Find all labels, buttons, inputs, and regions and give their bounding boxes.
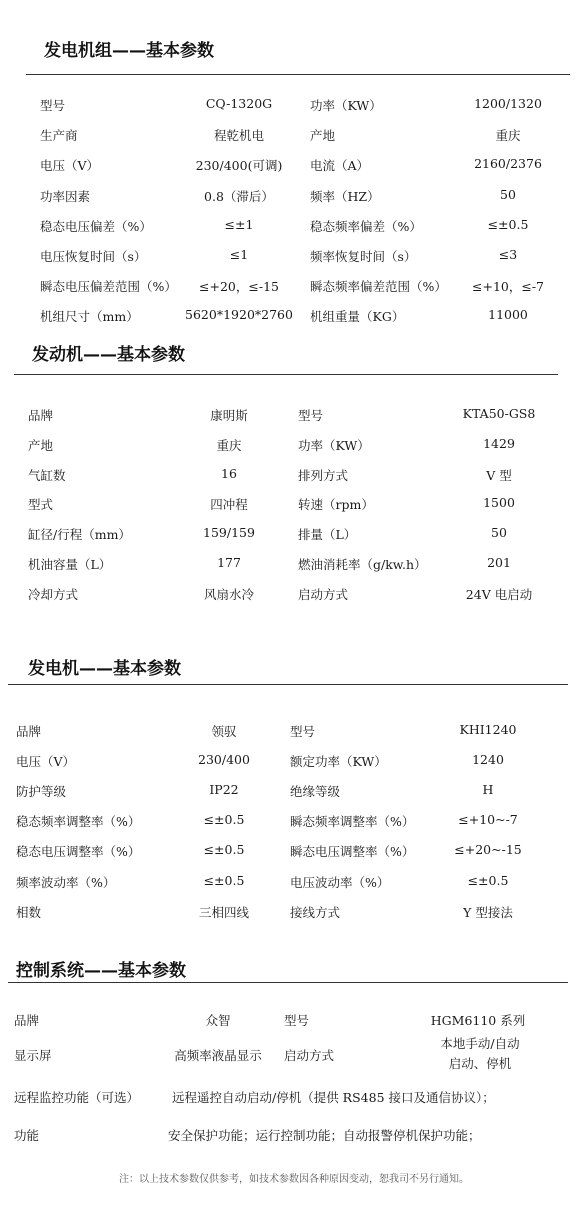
param-label: 转速（rpm） <box>298 497 374 513</box>
param-value: 2160/2376 <box>474 156 542 172</box>
param-value: KTA50-GS8 <box>462 406 536 421</box>
param-value: 领驭 <box>211 724 237 739</box>
param-value: ≤±0.5 <box>487 216 529 232</box>
engine-title: 发动机——基本参数 <box>32 345 185 365</box>
param-label: 稳态电压调整率（%） <box>16 844 141 860</box>
param-label: 电压（V） <box>40 158 100 174</box>
param-value: 风扇水冷 <box>203 586 255 602</box>
alternator-title: 发电机——基本参数 <box>28 659 181 679</box>
param-label: 稳态频率偏差（%） <box>310 218 422 234</box>
param-label: 绝缘等级 <box>290 784 341 800</box>
control-start-value <box>440 1034 519 1074</box>
control-brand-value: 众智 <box>205 1013 231 1028</box>
param-label: 瞬态电压偏差范围（%） <box>40 279 177 295</box>
param-label: 防护等级 <box>16 784 67 800</box>
param-label: 启动方式 <box>298 586 349 602</box>
control-model-label: 型号 <box>284 1013 310 1028</box>
param-value: ≤±0.5 <box>203 872 245 888</box>
param-label: 品牌 <box>16 724 42 739</box>
param-value: 201 <box>487 555 511 570</box>
param-value: 50 <box>500 186 516 202</box>
control-model-value: HGM6110 系列 <box>430 1013 526 1028</box>
param-value: 159/159 <box>203 525 255 541</box>
param-label: 型号 <box>298 408 324 423</box>
param-label: 接线方式 <box>290 904 341 920</box>
param-value: 0.8（滞后） <box>204 188 274 204</box>
param-value: 5620*1920*2760 <box>185 307 293 323</box>
param-label: 机油容量（L） <box>28 557 112 572</box>
control-remote-value: 远程遥控自动启动/停机（提供 RS485 接口及通信协议）； <box>172 1090 495 1105</box>
control-brand-label: 品牌 <box>14 1013 40 1028</box>
param-value: CQ-1320G <box>205 96 273 111</box>
param-value: ≤±0.5 <box>467 872 509 888</box>
param-label: 产地 <box>28 437 54 453</box>
param-label: 电流（A） <box>310 158 370 174</box>
footnote: 注：以上技术参数仅供参考，如技术参数因各种原因变动，恕我司不另行通知。 <box>119 1174 469 1185</box>
param-label: 产地 <box>310 128 336 144</box>
param-label: 电压恢复时间（s） <box>40 249 147 264</box>
param-value: ≤+10~-7 <box>458 812 518 828</box>
param-label: 稳态频率调整率（%） <box>16 814 141 830</box>
param-value: ≤±0.5 <box>203 842 245 858</box>
param-label: 瞬态频率调整率（%） <box>290 814 415 830</box>
control-function-label: 功能 <box>14 1128 40 1143</box>
param-value: V 型 <box>486 467 512 483</box>
param-value: IP22 <box>209 782 239 798</box>
param-value: 1500 <box>483 495 515 511</box>
param-value: ≤±0.5 <box>203 812 245 828</box>
param-value: ≤±1 <box>224 216 254 232</box>
control-display-label: 显示屏 <box>14 1048 52 1063</box>
param-value: ≤+20~-15 <box>454 842 522 858</box>
param-value: 重庆 <box>216 437 242 453</box>
param-label: 频率恢复时间（s） <box>310 249 417 264</box>
param-label: 功率（KW） <box>310 98 382 113</box>
param-value: 三相四线 <box>198 904 250 920</box>
param-value: 177 <box>217 555 241 570</box>
param-value: ≤+20，≤-15 <box>199 279 279 295</box>
genset-divider <box>26 74 570 75</box>
param-value: 230/400 <box>198 752 250 768</box>
param-label: 机组重量（KG） <box>310 309 405 325</box>
engine-divider <box>14 374 558 375</box>
param-value: 11000 <box>488 307 528 323</box>
control-title: 控制系统——基本参数 <box>16 961 186 981</box>
param-value: 重庆 <box>495 128 521 144</box>
param-value: ≤3 <box>498 247 518 262</box>
control-remote-label: 远程监控功能（可选） <box>14 1090 140 1105</box>
param-value: 230/400(可调) <box>195 158 283 174</box>
control-start-value-line1: 本地手动/自动 <box>440 1036 520 1051</box>
param-value: 康明斯 <box>210 408 248 423</box>
param-value: Y 型接法 <box>463 904 513 920</box>
param-label: 排量（L） <box>298 527 357 543</box>
param-label: 相数 <box>16 904 42 920</box>
param-value: ≤1 <box>229 247 249 262</box>
param-value: KHI1240 <box>459 722 517 737</box>
param-label: 电压（V） <box>16 754 76 770</box>
param-value: 50 <box>491 525 507 541</box>
control-divider <box>8 982 568 983</box>
param-label: 机组尺寸（mm） <box>40 309 139 325</box>
param-value: 1240 <box>472 752 504 768</box>
param-label: 稳态电压偏差（%） <box>40 218 152 234</box>
param-label: 型式 <box>28 497 54 513</box>
genset-title: 发电机组——基本参数 <box>44 41 214 61</box>
param-label: 排列方式 <box>298 467 349 483</box>
param-value: 16 <box>221 465 237 481</box>
param-label: 功率（KW） <box>298 437 370 453</box>
control-start-value-line2: 启动、停机 <box>448 1056 512 1071</box>
param-label: 瞬态电压调整率（%） <box>290 844 415 860</box>
param-label: 生产商 <box>40 128 78 144</box>
param-label: 功率因素 <box>40 188 91 204</box>
param-label: 额定功率（KW） <box>290 754 387 770</box>
param-label: 型号 <box>290 724 316 739</box>
alternator-divider <box>8 684 568 685</box>
param-value: 1200/1320 <box>474 96 542 111</box>
param-label: 气缸数 <box>28 467 66 483</box>
param-label: 型号 <box>40 98 66 113</box>
param-value: 四冲程 <box>210 497 248 513</box>
param-label: 电压波动率（%） <box>290 874 390 890</box>
param-label: 缸径/行程（mm） <box>28 527 131 543</box>
param-value: 1429 <box>483 435 515 451</box>
param-value: 程乾机电 <box>213 128 265 144</box>
param-label: 冷却方式 <box>28 586 79 602</box>
param-value: ≤+10，≤-7 <box>471 279 545 295</box>
param-label: 品牌 <box>28 408 54 423</box>
param-value: H <box>482 782 494 798</box>
param-label: 频率波动率（%） <box>16 874 116 890</box>
param-label: 频率（HZ） <box>310 188 380 204</box>
param-label: 燃油消耗率（g/kw.h） <box>298 557 427 572</box>
control-display-value: 高频率液晶显示 <box>174 1048 262 1063</box>
param-value: 24V 电启动 <box>465 586 533 602</box>
control-function-value: 安全保护功能；运行控制功能；自动报警停机保护功能； <box>168 1128 481 1143</box>
param-label: 瞬态频率偏差范围（%） <box>310 279 447 295</box>
control-start-label: 启动方式 <box>284 1048 335 1063</box>
